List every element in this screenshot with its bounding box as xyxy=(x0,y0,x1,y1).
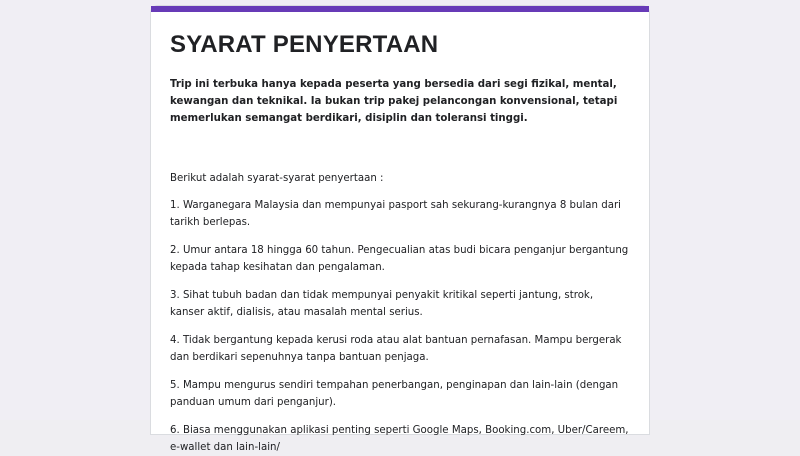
section-intro: Trip ini terbuka hanya kepada peserta yang bersedia dari segi fizikal, mental, kewangan dan teknikal. Ia bukan trip pakej pelancongan konvensional, tetapi memerlukan semangat berdikari, disiplin dan toleransi tinggi. xyxy=(170,79,618,124)
requirement-item: 2. Umur antara 18 hingga 60 tahun. Pengecualian atas budi bicara penganjur bergantung kepada tahap kesihatan dan pengalaman. xyxy=(170,245,629,273)
requirements-list xyxy=(170,197,630,456)
requirement-item: 6. Biasa menggunakan aplikasi penting seperti Google Maps, Booking.com, Uber/Careem, e-wallet dan lain-lain/ xyxy=(170,425,629,453)
requirement-item: 4. Tidak bergantung kepada kerusi roda atau alat bantuan pernafasan. Mampu bergerak dan berdikari sepenuhnya tanpa bantuan penjaga. xyxy=(170,335,622,363)
form-section-card xyxy=(150,5,650,453)
requirements-lead: Berikut adalah syarat-syarat penyertaan : xyxy=(170,173,384,184)
requirement-item: 3. Sihat tubuh badan dan tidak mempunyai penyakit kritikal seperti jantung, strok, kanser aktif, dialisis, atau masalah mental serius. xyxy=(170,290,594,318)
requirement-item: 1. Warganegara Malaysia dan mempunyai pasport sah sekurang-kurangnya 8 bulan dari tarikh berlepas. xyxy=(170,200,621,228)
requirement-item: 5. Mampu mengurus sendiri tempahan penerbangan, penginapan dan lain-lain (dengan panduan umum dari penganjur). xyxy=(170,380,619,408)
section-title: SYARAT PENYERTAAN xyxy=(170,31,439,58)
card-body xyxy=(151,12,649,456)
